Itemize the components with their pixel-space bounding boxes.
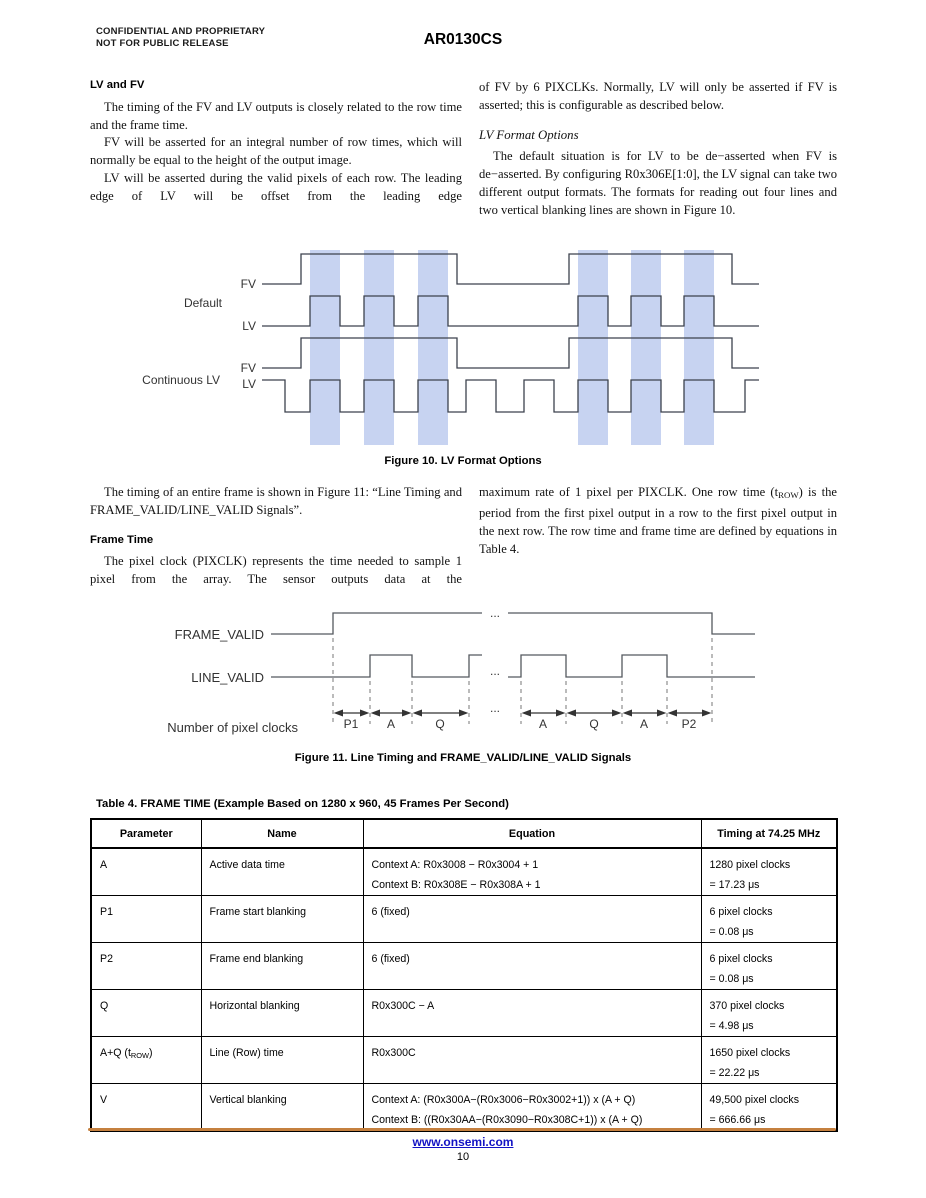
cell-name: Frame start blanking	[201, 896, 363, 943]
interval-label-p1: P1	[343, 717, 359, 731]
cell-timing: 6 pixel clocks = 0.08 μs	[701, 943, 837, 990]
section-heading-frame-time: Frame Time	[90, 533, 154, 546]
section-heading-lv-and-fv: LV and FV	[90, 79, 145, 91]
cell-name: Active data time	[201, 848, 363, 896]
signal-label-frame-valid: FRAME_VALID	[174, 627, 264, 642]
interval-label-p2: P2	[681, 717, 697, 731]
table-header-row	[91, 819, 837, 848]
subheading-lv-format-options: LV Format Options	[479, 127, 579, 142]
table-row	[91, 1037, 837, 1084]
signal-label-fv: FV	[240, 361, 256, 375]
highlight-bands	[310, 250, 714, 445]
cell-parameter: A	[91, 848, 201, 896]
cell-name: Frame end blanking	[201, 943, 363, 990]
interval-label-a: A	[639, 717, 649, 731]
cell-timing: 1650 pixel clocks = 22.22 μs	[701, 1037, 837, 1084]
t-row-subscript: ROW	[130, 1050, 150, 1060]
highlight-band	[418, 250, 448, 445]
interval-label-q: Q	[435, 717, 445, 731]
cell-equation: R0x300C	[363, 1037, 701, 1084]
signal-label-lv: LV	[242, 377, 256, 391]
figure10-caption: Figure 10. LV Format Options	[384, 455, 542, 467]
right-column-bottom	[479, 484, 837, 558]
cell-parameter: Q	[91, 990, 201, 1037]
signal-label-fv: FV	[240, 277, 256, 291]
cell-name: Horizontal blanking	[201, 990, 363, 1037]
footer-link-wrap	[0, 1135, 926, 1149]
cell-equation: R0x300C − A	[363, 990, 701, 1037]
column-header-timing: Timing at 74.25 MHz	[701, 819, 837, 848]
paragraph: The default situation is for LV to be de−asserted when FV is de−asserted. By configuring R0x306E[1:0], the LV signal can take two different output formats. The formats for reading out four lines and two vertical blanking lines are shown in Figure 10.	[479, 149, 837, 217]
right-column-top	[479, 79, 837, 220]
column-header-equation: Equation	[363, 819, 701, 848]
t-row-subscript: ROW	[778, 490, 799, 501]
table-row	[91, 990, 837, 1037]
highlight-band	[310, 250, 340, 445]
cell-timing: 49,500 pixel clocks = 666.66 μs	[701, 1084, 837, 1132]
cell-name: Line (Row) time	[201, 1037, 363, 1084]
page-title: AR0130CS	[423, 31, 503, 48]
cell-equation: Context A: R0x3008 − R0x3004 + 1 Context B: R0x308E − R0x308A + 1	[363, 848, 701, 896]
cell-equation: 6 (fixed)	[363, 896, 701, 943]
confidential-line2: NOT FOR PUBLIC RELEASE	[96, 38, 229, 49]
column-header-name: Name	[201, 819, 363, 848]
axis-label-pixel-clocks: Number of pixel clocks	[167, 720, 298, 735]
interval-label-a: A	[386, 717, 396, 731]
paragraph: of FV by 6 PIXCLKs. Normally, LV will only be asserted if FV is asserted; this is configurable as described below.	[479, 80, 837, 112]
figure11-caption: Figure 11. Line Timing and FRAME_VALID/LINE_VALID Signals	[294, 752, 632, 764]
paragraph: The timing of the FV and LV outputs is closely related to the row time and the frame time.	[90, 99, 462, 132]
paragraph: The timing of an entire frame is shown in Figure 11: “Line Timing and FRAME_VALID/LINE_VALID Signals”.	[90, 485, 462, 517]
table4-title: Table 4. FRAME TIME (Example Based on 1280 x 960, 45 Frames Per Second)	[96, 798, 509, 810]
signal-label-lv: LV	[242, 319, 256, 333]
table-row	[91, 943, 837, 990]
highlight-band	[684, 250, 714, 445]
group-label-continuous-lv: Continuous LV	[142, 373, 220, 387]
cell-name: Vertical blanking	[201, 1084, 363, 1132]
interval-label-a: A	[538, 717, 548, 731]
cell-parameter: V	[91, 1084, 201, 1132]
cell-timing: 1280 pixel clocks = 17.23 μs	[701, 848, 837, 896]
figure11-timing-diagram	[130, 600, 830, 755]
left-column-bottom	[90, 484, 462, 589]
table-row	[91, 896, 837, 943]
onsemi-link[interactable]: www.onsemi.com	[412, 1135, 514, 1149]
cell-parameter: A+Q $(t_{ROW})$	[91, 1037, 201, 1084]
frame-valid-waveform	[271, 613, 755, 634]
ellipsis-mark: ...	[489, 606, 501, 620]
table-row	[91, 1084, 837, 1132]
cell-parameter: P1	[91, 896, 201, 943]
frame-time-table	[90, 818, 838, 1132]
left-column-top	[90, 77, 462, 206]
column-header-parameter: Parameter	[91, 819, 201, 848]
frame-time-table-body	[91, 848, 837, 1131]
table-row	[91, 848, 837, 896]
interval-label-q: Q	[589, 717, 599, 731]
footer-rule	[88, 1128, 836, 1131]
paragraph: LV will be asserted during the valid pixels of each row. The leading edge of LV will be offset from the leading edge	[90, 170, 462, 203]
highlight-band	[631, 250, 661, 445]
cell-timing: 6 pixel clocks = 0.08 μs	[701, 896, 837, 943]
group-label-default: Default	[183, 296, 222, 310]
cell-timing: 370 pixel clocks = 4.98 μs	[701, 990, 837, 1037]
paragraph: The pixel clock (PIXCLK) represents the time needed to sample 1 pixel from the array. The sensor outputs data at the	[90, 554, 462, 587]
confidential-line1: CONFIDENTIAL AND PROPRIETARY	[96, 26, 266, 37]
paragraph: FV will be asserted for an integral number of row times, which will normally be equal to the height of the output image.	[90, 135, 462, 168]
line-valid-waveform	[271, 655, 755, 677]
page-number: 10	[456, 1151, 470, 1163]
cell-equation: Context A: (R0x300A−(R0x3006−R0x3002+1)) x (A + Q) Context B: ((R0x30AA−(R0x3090−R0x308C+1)) x (A + Q)	[363, 1084, 701, 1132]
ellipsis-mark: ...	[489, 701, 501, 715]
cell-parameter: P2	[91, 943, 201, 990]
ellipsis-mark: ...	[489, 664, 501, 678]
signal-label-line-valid: LINE_VALID	[191, 670, 264, 685]
highlight-band	[578, 250, 608, 445]
highlight-band	[364, 250, 394, 445]
cell-equation: 6 (fixed)	[363, 943, 701, 990]
figure10-timing-diagram	[130, 246, 830, 456]
paragraph: maximum rate of 1 pixel per PIXCLK. One row time $(t_{ROW})$ is the period from the first pixel output in a row to the first pixel output in the next row. The row time and frame time are defined by equations in Table 4.	[479, 485, 838, 556]
